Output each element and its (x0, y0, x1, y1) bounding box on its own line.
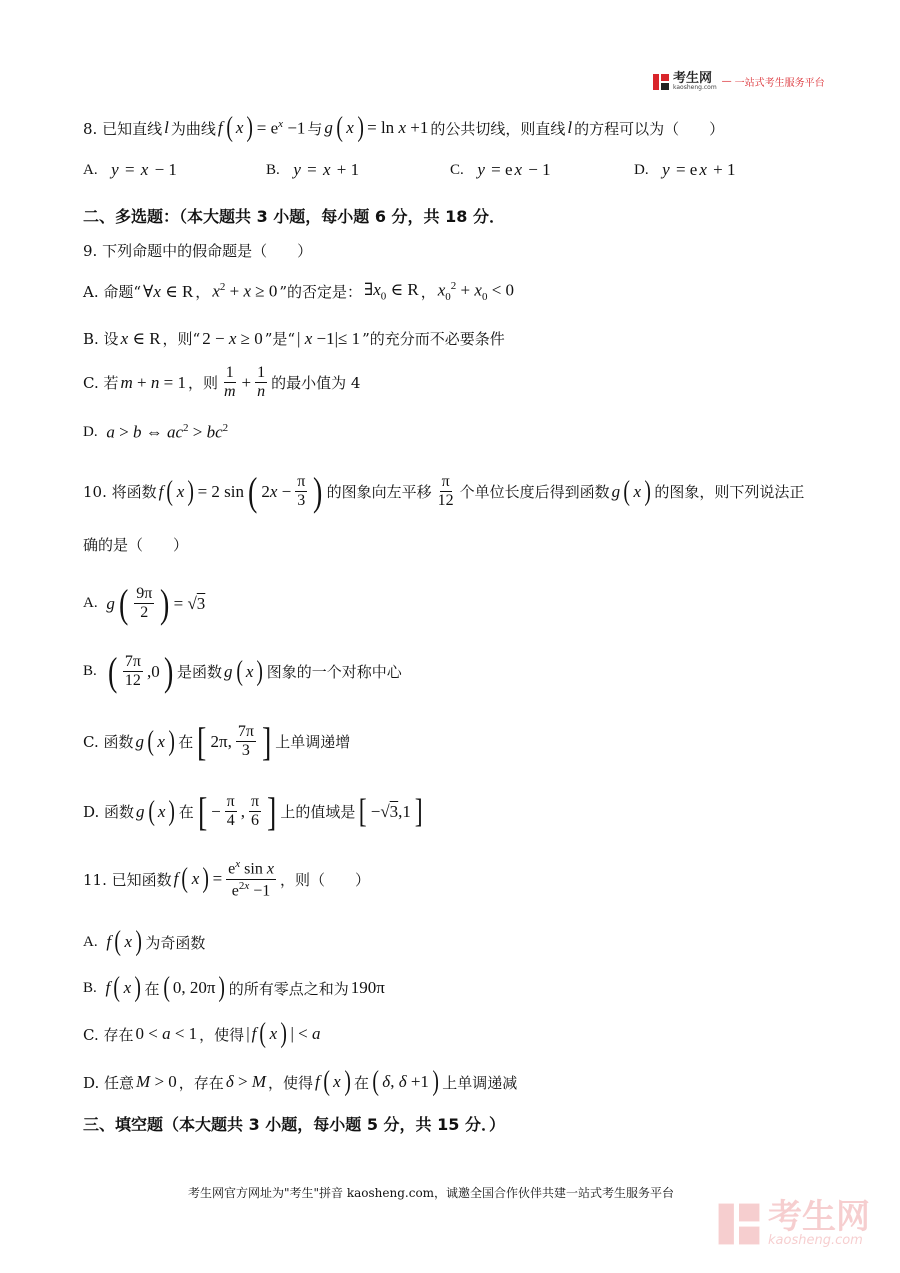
watermark-logo-icon (716, 1201, 762, 1247)
question-9-stem: 9. 下列命题中的假命题是（ ） (83, 242, 313, 260)
q9-option-d[interactable]: D. a > b ⇔ $ac^2 > bc^2$ (83, 422, 229, 442)
q8-option-a[interactable]: A. y = x − 1 (83, 160, 177, 179)
q9-option-c[interactable]: C. 若 m + n = 1 ，则 $\frac{1}{m}$ + $\frac{1}{n}$ 的最小值为 4 (83, 364, 361, 401)
q10-option-d[interactable]: D. 函数 g ( x ) 在 [ − $\frac{\pi}{4}$ , $\frac{\pi}{6}$ ] 上的值域是 [ −√3,1 ] (83, 789, 423, 834)
brand-slogan: 一站式考生服务平台 (734, 78, 825, 89)
q10-option-b[interactable]: B. ( $\frac{7\pi}{12}$ ,0 ) 是函数 g ( x ) 图象的一个对称中心 (83, 649, 402, 694)
q8-option-b[interactable]: B. y = x + 1 (266, 160, 360, 179)
q10-option-a[interactable]: A. g ( $\frac{9\pi}{2}$ ) = √3 (83, 581, 206, 626)
footer-text: 考生网官方网址为"考生"拼音 kaosheng.com，诚邀全国合作伙伴共建一站式考生服务平台 (188, 1186, 675, 1200)
q11-option-c[interactable]: C. 存在 0 < a < 1 ，使得 | f ( x ) | < a (83, 1018, 321, 1049)
q11-option-d[interactable]: D. 任意 M > 0 ，存在 δ > M ，使得 f ( x ) 在 ( δ, δ +1 ) 上单调递减 (83, 1066, 518, 1097)
header-logo: 考生网 kaosheng.com — 一站式考生服务平台 (652, 72, 825, 91)
watermark (716, 1197, 870, 1248)
watermark-domain: kaosheng.com (768, 1233, 863, 1248)
question-8-stem: 8. 已知直线 l 为曲线 f ( x ) = $e^x -1$ 与 g ( x ) = ln x +1 的公共切线，则直线 l 的方程可以为（ ） (83, 112, 725, 143)
brand-domain: kaosheng.com (673, 84, 717, 91)
q9-option-a[interactable]: A. 命题“ ∀x ∈ R ， $x^2 + x \ge 0$ ”的否定是： $\exists x_0$ ∈ R ， $x_0^2 + x_0 < 0$ (83, 280, 515, 304)
brand-logo-icon (652, 73, 670, 91)
q9-option-b[interactable]: B. 设 x ∈ R ，则“ 2 − x ≥ 0 ”是“ | x −1|≤ 1 ”的充分而不必要条件 (83, 328, 505, 348)
question-10-stem-line2: 确的是（ ） (83, 536, 189, 554)
section-3-heading: 三、填空题（本大题共 3 小题，每小题 5 分，共 15 分．） (83, 1115, 505, 1134)
q11-option-b[interactable]: B. f ( x ) 在 ( 0, 20π ) 的所有零点之和为 190π (83, 972, 385, 1003)
q11-option-a[interactable]: A. f ( x ) 为奇函数 (83, 926, 206, 957)
q10-option-c[interactable]: C. 函数 g ( x ) 在 [ 2π, $\frac{7\pi}{3}$ ] 上单调递增 (83, 719, 351, 764)
question-11-stem: 11. 已知函数 f ( x ) = $\frac{e^x \sin x}{e^{2x} -1}$ ，则（ ） (83, 858, 370, 900)
brand-name: 考生网 (673, 71, 713, 86)
question-10-stem: 10. 将函数 f ( x ) = 2 sin ( 2x − $\frac{\pi}{3}$ ) 的图象向左平移 $\frac{\pi}{12}$ 个单位长度后得到函数 g ( x ) 的图象，则下列说法正 (83, 469, 805, 514)
watermark-brand: 考生网 (768, 1197, 870, 1237)
q8-option-d[interactable]: D. y = e x + 1 (634, 160, 736, 179)
section-2-heading: 二、多选题：（本大题共 3 小题，每小题 6 分，共 18 分． (83, 207, 505, 226)
q8-option-c[interactable]: C. y = e x − 1 (450, 160, 551, 179)
